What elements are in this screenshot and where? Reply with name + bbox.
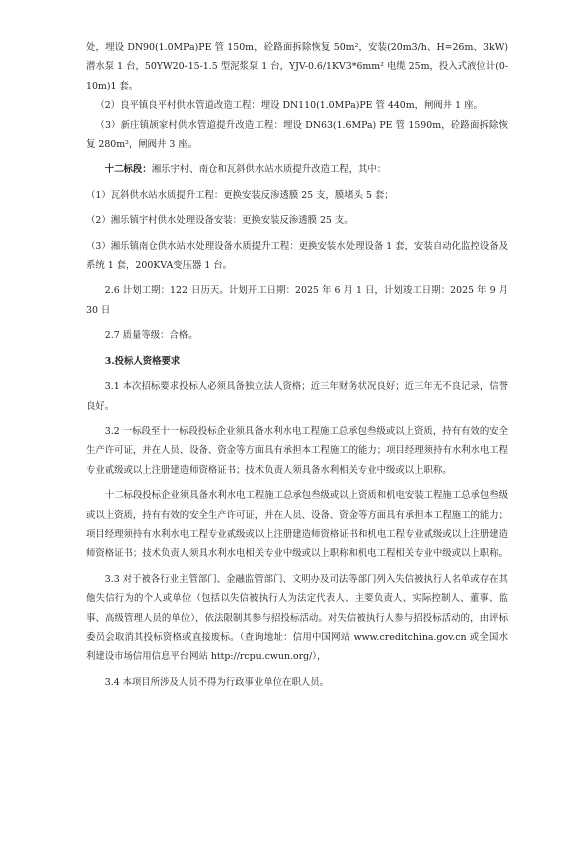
section12-label: 十二标段： [104,164,152,176]
heading-bidder-qualification: 3.投标人资格要求 [104,355,181,367]
paragraph-section11-item3: （3）新庄镇颉家村供水管道提升改造工程：埋设 DN63(1.6MPa) PE 管 1590m，砼路面拆除恢复 280m²，闸阀井 3 座。 [86,119,508,151]
paragraph-section12-item3: （3）湘乐镇南仓供水站水处理设备水质提升工程：更换安装水处理设备 1 套，安装自动化监控设备及系统 1 套，200KVA变压器 1 台。 [86,240,508,272]
paragraph-section12-heading [86,160,508,179]
paragraph-section11-item1-cont: 处，埋设 DN90(1.0MPa)PE 管 150m，砼路面拆除恢复 50m²，安装(20m3/h、H=26m、3kW) 潜水泵 1 台，50YW20-15-1.5 型泥浆泵 1 台，YJV-0.6/1KV3*6mm² 电缆 25m，投入式液位计(0-10m)1 套。 [86,42,508,92]
paragraph-quality: 2.7 质量等级：合格。 [104,330,198,342]
paragraph-section12-item1: （1）瓦斜供水站水质提升工程：更换安装反渗透膜 25 支，膜堵头 5 套； [86,189,394,201]
paragraph-3-2-section12: 十二标段投标企业须具备水利水电工程施工总承包叁级或以上资质和机电安装工程施工总承包叁级或以上资质，持有有效的安全生产许可证，并在人员、设备、资金等方面具有承担本工程施工的能力；项目经理须持有水利水电工程专业贰级或以上注册建造师资格证书和机电工程专业贰级或以上注册建造师资格证书；技术负责人须具水利水电相关专业中级或以上职称和机电工程相关专业中级或以上职称。 [86,490,508,560]
section12-text: 湘乐宇村、南仓和瓦斜供水站水质提升改造工程，其中： [151,164,387,176]
paragraph-section11-item2: （2）良平镇良平村供水管道改造工程：埋设 DN110(1.0MPa)PE 管 440m，闸阀井 1 座。 [95,100,483,112]
paragraph-section12-item2: （2）湘乐镇宇村供水处理设备安装：更换安装反渗透膜 25 支。 [86,215,354,227]
paragraph-3-2: 3.2 一标段至十一标段投标企业须具备水利水电工程施工总承包叁级或以上资质，持有有效的安全生产许可证，并在人员、设备、资金等方面具有承担本工程施工的能力；项目经理须持有水利水电工程专业贰级或以上注册建造师资格证书；技术负责人须具备水利相关专业中级或以上职称。 [86,425,508,476]
paragraph-3-4: 3.4 本项目所涉及人员不得为行政事业单位在职人员。 [104,676,329,688]
paragraph-schedule: 2.6 计划工期：122 日历天。计划开工日期：2025 年 6 月 1 日，计划竣工日期：2025 年 9 月 30 日 [86,285,508,316]
paragraph-3-1: 3.1 本次招标要求投标人必须具备独立法人资格；近三年财务状况良好；近三年无不良记录，信誉良好。 [86,381,508,412]
paragraph-3-3: 3.3 对于被各行业主管部门、金融监管部门、文明办及司法等部门列入失信被执行人名单或存在其他失信行为的个人或单位（包括以失信被执行人为法定代表人、主要负责人、实际控制人、董事、监事、高级管理人员的单位），依法限制其参与招投标活动。对失信被执行人参与招投标活动的，由评标委员会取消其投标资格或直接废标。（查询地址：信用中国网站 www.creditchina.gov.cn 或全国水利建设市场信用信息平台网站 http://rcpu.cwun.org/）， [86,573,508,663]
